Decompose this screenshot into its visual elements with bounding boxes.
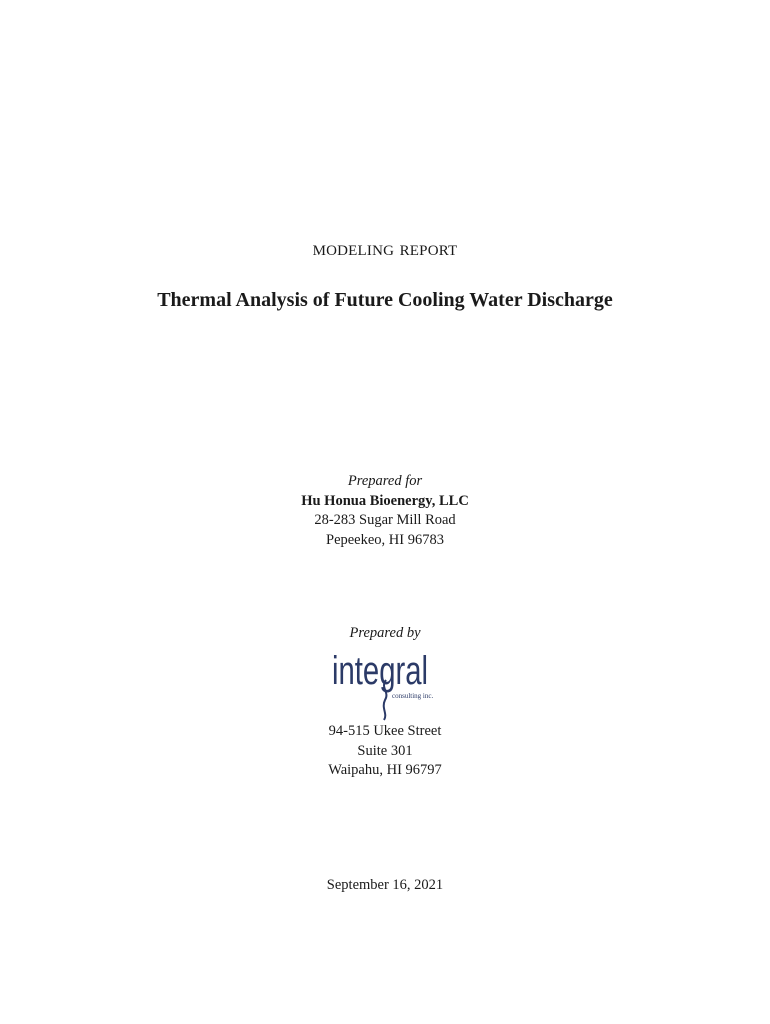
report-type-heading: [0, 236, 770, 261]
integral-address-line2: Suite 301: [357, 742, 413, 759]
logo-wordmark: integral: [332, 649, 428, 693]
client-address-line1: 28-283 Sugar Mill Road: [314, 512, 456, 528]
prepared-by-label: Prepared by: [349, 625, 421, 641]
integral-address-line3: Waipahu, HI 96797: [328, 762, 442, 778]
integral-address-line1: 94-515 Ukee Street: [328, 723, 442, 739]
integral-logo: [328, 640, 448, 720]
client-company-name: Hu Honua Bioenergy, LLC: [301, 492, 469, 509]
report-date: September 16, 2021: [326, 877, 444, 893]
client-address-line2: Pepeekeo, HI 96783: [326, 531, 444, 548]
logo-subtext: consulting inc.: [392, 692, 434, 700]
integral-address-block: [0, 722, 770, 781]
prepared-for-label: Prepared for: [347, 473, 423, 489]
prepared-for-block: [0, 472, 770, 550]
report-title: Thermal Analysis of Future Cooling Water Discharge: [157, 289, 613, 311]
report-type-text: modeling report: [312, 236, 458, 260]
